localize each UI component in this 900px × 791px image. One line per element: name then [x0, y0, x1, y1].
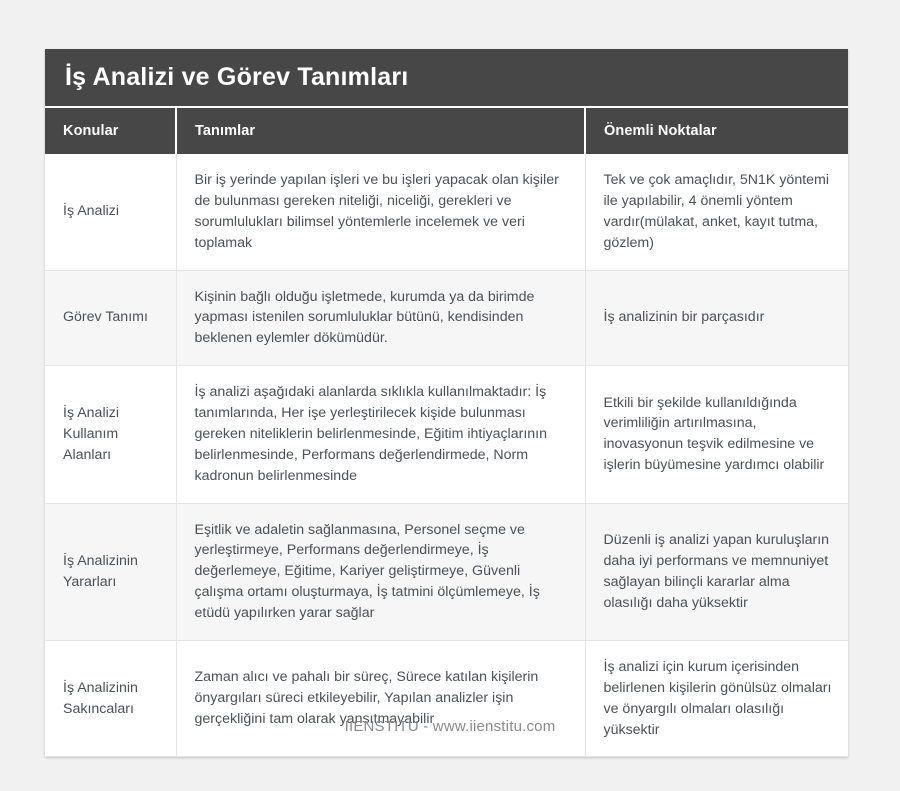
cell-topic: İş Analizi: [45, 154, 176, 270]
page-title: İş Analizi ve Görev Tanımları: [65, 62, 409, 91]
comparison-table: [45, 108, 848, 757]
cell-definition: Bir iş yerinde yapılan işleri ve bu işleri yapacak olan kişiler de bulunması gereken niteliği, niceliği, gerekleri ve sorumlulukları bilimsel yöntemlerle incelemek ve veri toplamak: [176, 154, 585, 270]
cell-key-points: Düzenli iş analizi yapan kuruluşların daha iyi performans ve memnuniyet sağlayan bilinçli kararlar alma olasılığı daha yüksektir: [585, 503, 848, 640]
cell-topic: İş Analizi Kullanım Alanları: [45, 366, 176, 503]
cell-key-points: Etkili bir şekilde kullanıldığında verimliliğin artırılmasına, inovasyonun teşvik edilmesine ve işlerin büyümesine yardımcı olabilir: [585, 366, 848, 503]
table-row: [45, 366, 848, 503]
cell-definition: Kişinin bağlı olduğu işletmede, kurumda ya da birimde yapması istenilen sorumluluklar bütünü, kendisinden beklenen eylemler dökümüdür.: [176, 270, 585, 366]
table-header-row: [45, 108, 848, 154]
cell-definition: Zaman alıcı ve pahalı bir süreç, Sürece katılan kişilerin önyargıları süreci etkileyebilir, Yapılan analizler işin gerçekliğini tam olarak yansıtmayabilir: [176, 640, 585, 757]
cell-topic: Görev Tanımı: [45, 270, 176, 366]
cell-key-points: İş analizi için kurum içerisinden belirlenen kişilerin gönülsüz olmaları ve önyargılı olmaları olasılığı yüksektir: [585, 640, 848, 757]
table-row: [45, 154, 848, 270]
info-table-card: [45, 49, 848, 757]
cell-key-points: İş analizinin bir parçasıdır: [585, 270, 848, 366]
table-body: [45, 154, 848, 757]
cell-key-points: Tek ve çok amaçlıdır, 5N1K yöntemi ile yapılabilir, 4 önemli yöntem vardır(mülakat, anket, kayıt tutma, gözlem): [585, 154, 848, 270]
table-row: [45, 640, 848, 757]
column-header-definitions: Tanımlar: [176, 108, 585, 154]
table-row: [45, 270, 848, 366]
column-header-key-points: Önemli Noktalar: [585, 108, 848, 154]
table-header: [45, 108, 848, 154]
cell-definition: Eşitlik ve adaletin sağlanmasına, Personel seçme ve yerleştirmeye, Performans değerlendirmeye, İş değerlemeye, Eğitime, Kariyer geliştirmeye, Güvenli çalışma ortamı oluşturmaya, İş tatmini ölçümlemeye, İş etüdü yapılırken yarar sağlar: [176, 503, 585, 640]
footer-attribution: IIENSTITU - www.iienstitu.com: [344, 718, 556, 735]
card-title-bar: [45, 49, 848, 108]
column-header-topics: Konular: [45, 108, 176, 154]
cell-topic: İş Analizinin Sakıncaları: [45, 640, 176, 757]
cell-topic: İş Analizinin Yararları: [45, 503, 176, 640]
cell-definition: İş analizi aşağıdaki alanlarda sıklıkla kullanılmaktadır: İş tanımlarında, Her işe yerleştirilecek kişide bulunması gereken niteliklerin belirlenmesinde, Eğitim ihtiyaçlarının belirlenmesinde, Performans değerlendirmede, Norm kadronun belirlenmesinde: [176, 366, 585, 503]
table-row: [45, 503, 848, 640]
